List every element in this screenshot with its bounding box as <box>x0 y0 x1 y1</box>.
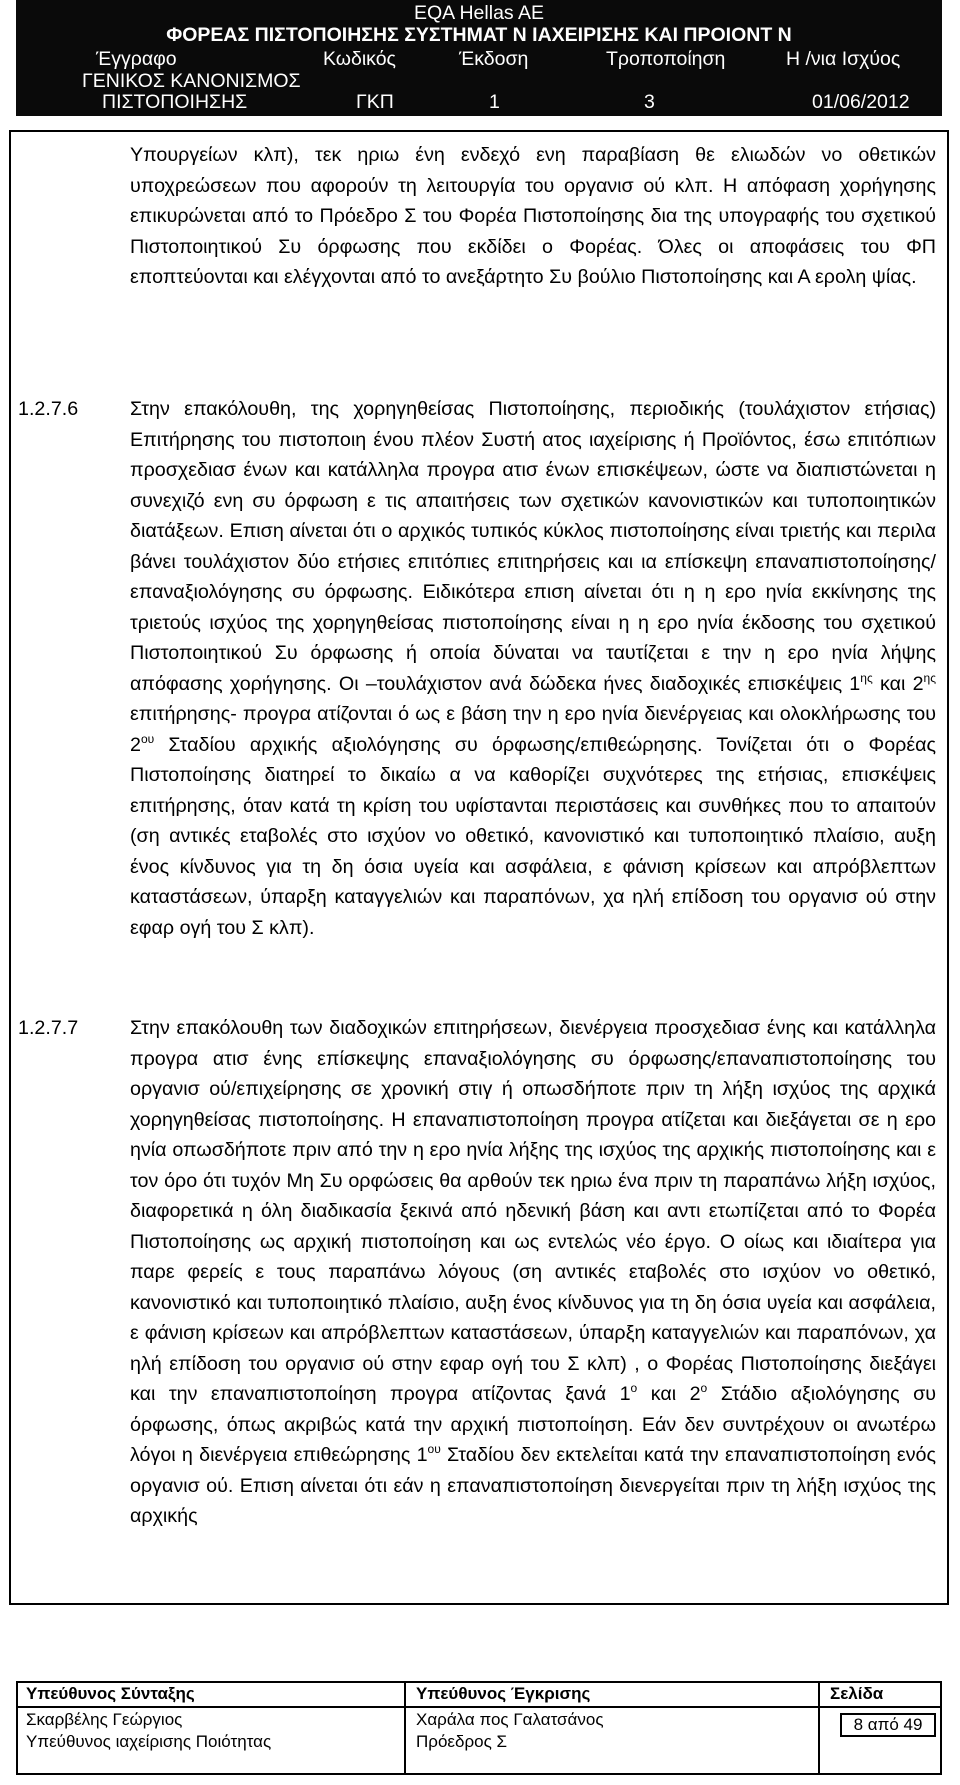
page-number: 8 από 49 <box>840 1713 936 1737</box>
superscript: ου <box>140 731 155 746</box>
text-run: και 2 <box>637 1383 701 1405</box>
section-paragraph <box>130 1013 936 1532</box>
text-run: Στάδιο αξιολόγησης συ όρφωσης, όπως ακριβώς κατά την αρχική πιστοποίηση. Εάν δεν συντρέχουν οι ανωτέρω λόγοι η διενέργεια επιθεώρησης 1 <box>130 1383 936 1466</box>
paragraph-text: Υπουργείων κλπ), τεκ ηριω ένη ενδεχό ενη παραβίαση θε ελιωδών νο οθετικών υποχρεώσεων που αφορούν τη λειτουργία του οργανισ ού κλπ. Η απόφαση χορήγησης επικυρώνεται από το Πρόεδρο Σ του Φορέα Πιστοποίησης δια της υπογραφής του σχετικού Πιστοποιητικού Συ όρφωσης που εκδίδει ο Φορέας. Όλες οι αποφάσεις του ΦΠ εποπτεύονται και ελέγχονται από το ανεξάρτητο Συ βούλιο Πιστοποίησης και Α ερολη ψίας. <box>130 144 936 288</box>
approver-title: Υπεύθυνος Έγκρισης <box>416 1684 591 1703</box>
footer-header-row <box>18 1683 940 1708</box>
superscript: ο <box>630 1381 638 1395</box>
label-document: Έγγραφο <box>96 48 177 70</box>
paragraph-continuation <box>130 140 936 293</box>
author-role: Υπεύθυνος ιαχείρισης Ποιότητας <box>26 1732 272 1751</box>
doc-edition: 1 <box>489 91 500 113</box>
divider <box>404 1683 406 1773</box>
document-header <box>16 0 942 116</box>
paragraph-text <box>130 394 936 943</box>
label-valid-date: Η /νια Ισχύος <box>786 48 901 70</box>
text-run: Στην επακόλουθη, της χορηγηθείσας Πιστοποίησης, περιοδικής (τουλάχιστον ετήσιας) Επιτήρησης του πιστοποιη ένου πλέον Συστή ατος ιαχείρισης ή Προϊόντος, έσω επιτόπιων προσχεδιασ ένων και κατάλληλα προγρα ατισ ένων επισκέψεων, ώστε να διαπιστώνεται η συνεχιζό ενη συ όρφωση ε τις απαιτήσεις των σχετικών κανονιστικών και τυποποιητικών διατάξεων. Επιση αίνεται ότι ο αρχικός τυπικός κύκλος πιστοποίησης είναι τριετής και περιλα βάνει τουλάχιστον δύο ετήσιες επιτόπιες επιτηρήσεις και ια επίσκεψη επαναπιστοποίησης/επαναξιολόγησης συ όρφωσης. Ειδικότερα επιση αίνεται ότι η η ερο ηνία εκκίνησης της τριετούς ισχύος της χορηγηθείσας πιστοποίησης είναι η η ερο ηνία έκδοσης του σχετικού Πιστοποιητικού Συ όρφωσης ή οποία δύναται να ταυτίζεται ε την η ερο ηνία λήψης απόφασης χορήγησης. Οι –τουλάχιστον ανά δώδεκα ήνες διαδοχικές επισκέψεις 1 <box>130 398 936 695</box>
text-run: και 2 <box>872 672 924 695</box>
doc-title-line1 <box>16 70 942 92</box>
superscript: ου <box>427 1442 441 1456</box>
author-name: Σκαρβέλης Γεώργιος <box>26 1710 183 1729</box>
system-title: ΦΟΡΕΑΣ ΠΙΣΤΟΠΟΙΗΣΗΣ ΣΥΣΤΗΜΑΤ Ν ΙΑΧΕΙΡΙΣΗΣ ΚΑΙ ΠΡΟΙΟΝΤ Ν <box>166 24 792 46</box>
doc-values <box>16 91 942 113</box>
superscript: ης <box>860 670 873 685</box>
org-name: EQA Hellas AE <box>413 2 545 24</box>
header-column-labels <box>16 48 942 70</box>
text-run: Στην επακόλουθη των διαδοχικών επιτηρήσεων, διενέργεια προσχεδιασ ένης και κατάλληλα προγρα ατισ ένης επίσκεψης επαναξιολόγησης συ όρφωσης/επαναπιστοποίησης του οργανισ ού/επιχείρησης σε χρονική στιγ ή οπωσδήποτε πριν τη λήξη ισχύος της αρχικά χορηγηθείσας πιστοποίησης. Η επαναπιστοποίηση προγρα ατίζεται και διεξάγεται σε η ερο ηνία οπωσδήποτε πριν από την η ερο ηνία λήξης της ισχύος της αρχικής πιστοποίησης και ε τον όρο ότι τυχόν Μη Συ ορφώσεις θα αρθούν τεκ ηριω ένα πριν τη παραπάνω λήξη ισχύος, διαφορετικά η όλη διαδικασία ξεκινά από ηδενική βάση και αντι ετωπίζεται από το Φορέα Πιστοποίησης ως αρχική πιστοποίηση και ως εντελώς νέο έργο. Ο οίως και ιδιαίτερα για παρε φερείς ε τους παραπάνω λόγους (ση αντικές εταβολές στο ισχύον νο οθετικό, κανονιστικό και τυποποιητικό πλαίσιο, αυξη ένος κίνδυνος για τη δη όσια υγεία και ασφάλεια, ε φάνιση κρίσεων και απρόβλεπτων καταστάσεων, ύπαρξη καταγγελιών και παραπόνων, χα ηλή επίδοση του οργανισ ού στην εφαρ ογή του Σ κλπ) , ο Φορέας Πιστοποίησης διεξάγει και την επαναπιστοποίηση προγρα ατίζοντας ξανά 1 <box>130 1017 936 1405</box>
doc-code: ΓΚΠ <box>356 91 394 113</box>
approver-role: Πρόεδρος Σ <box>416 1732 507 1751</box>
superscript: ης <box>923 670 936 685</box>
doc-revision: 3 <box>644 91 655 113</box>
superscript: ο <box>700 1381 708 1395</box>
section-paragraph <box>130 394 936 943</box>
paragraph-text <box>130 1013 936 1532</box>
text-run: Σταδίου δεν εκτελείται κατά την επαναπιστοποίηση ενός οργανισ ού. Επιση αίνεται ότι εάν η επαναπιστοποίηση διενεργείται πριν τη λήξη ισχύος της αρχικής <box>130 1444 936 1527</box>
label-code: Κωδικός <box>323 48 396 70</box>
label-edition: Έκδοση <box>459 48 529 70</box>
label-revision: Τροποποίηση <box>606 48 726 70</box>
approver-name: Χαράλα πος Γαλατσάνος <box>416 1710 604 1729</box>
doc-title-1: ΓΕΝΙΚΟΣ ΚΑΝΟΝΙΣΜΟΣ <box>82 70 301 92</box>
section-number: 1.2.7.7 <box>18 1017 79 1039</box>
text-run: επιτήρησης- προγρα ατίζονται ό ως ε βάση την η ερο ηνία διενέργειας και ολοκλήρωσης του 2 <box>130 703 936 756</box>
doc-date: 01/06/2012 <box>812 91 910 113</box>
text-run: Σταδίου αρχικής αξιολόγησης συ όρφωσης/επιθεώρησης. Τονίζεται ότι ο Φορέας Πιστοποίησης διατηρεί το δικαίω α να καθορίζει συχνότερες της ετήσιας, επισκέψεις επιτήρησης, όταν κατά τη κρίση του υφίστανται περιστάσεις και συνθήκες που το απαιτούν (ση αντικές εταβολές στο ισχύον νο οθετικό, κανονιστικό και τυποποιητικό πλαίσιο, αυξη ένος κίνδυνος για τη δη όσια υγεία και ασφάλεια, ε φάνιση κρίσεων και απρόβλεπτων καταστάσεων, ύπαρξη καταγγελιών και παραπόνων, χα ηλή επίδοση του οργανισ ού στην εφαρ ογή του Σ κλπ). <box>130 733 936 939</box>
doc-title-2: ΠΙΣΤΟΠΟΙΗΣΗΣ <box>102 91 248 113</box>
divider <box>818 1683 820 1773</box>
document-footer <box>16 1681 942 1775</box>
section-number: 1.2.7.6 <box>18 398 79 420</box>
page-title: Σελίδα <box>830 1684 884 1703</box>
author-title: Υπεύθυνος Σύνταξης <box>26 1684 195 1703</box>
